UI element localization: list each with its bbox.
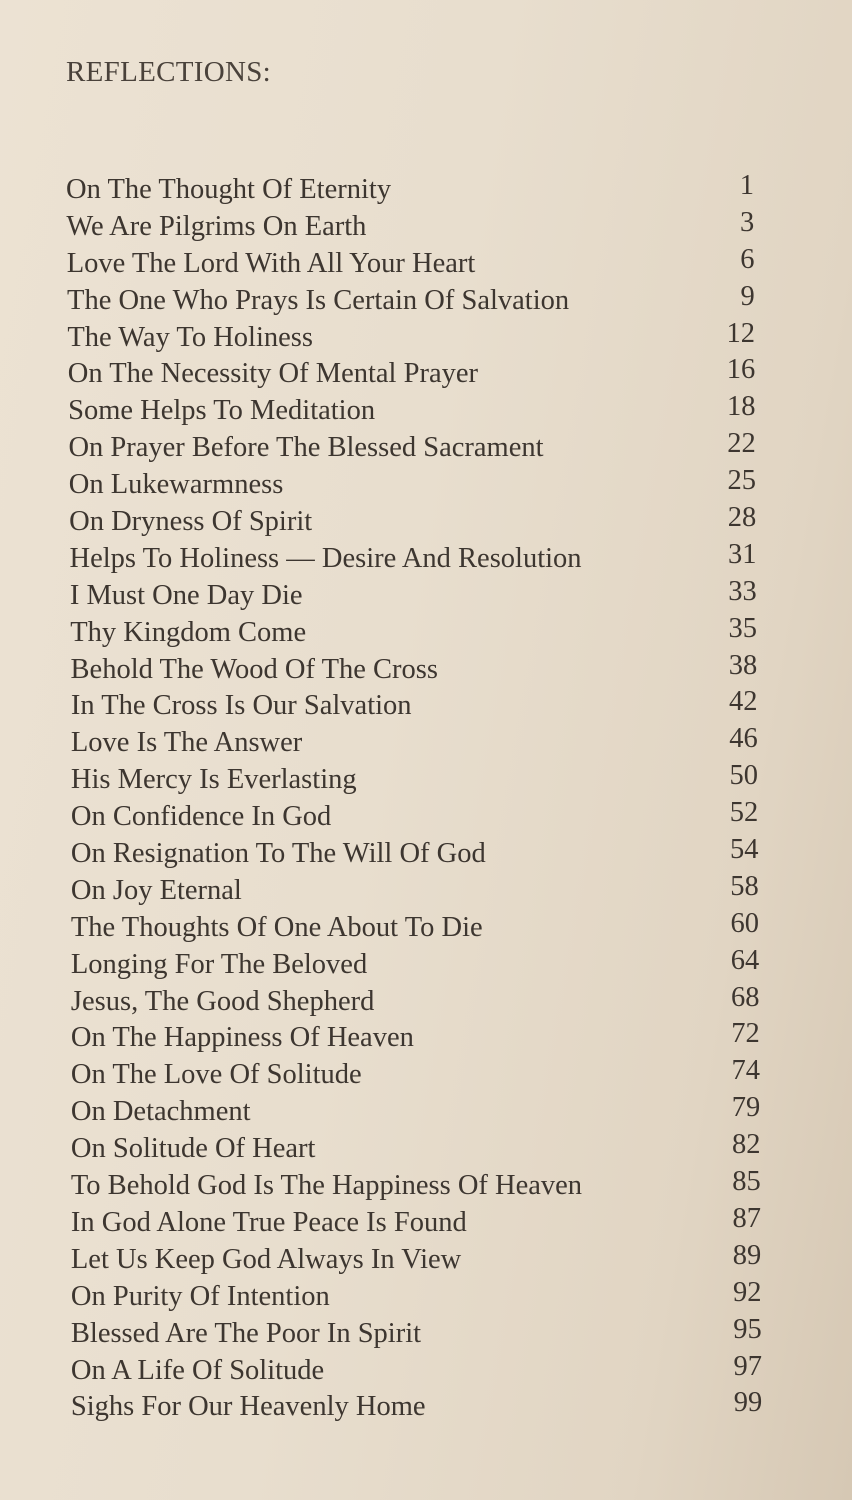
toc-entry-title: On The Necessity Of Mental Prayer — [67, 358, 478, 390]
toc-entry — [66, 430, 766, 467]
toc-entry-title: On Joy Eternal — [70, 874, 242, 906]
section-heading: REFLECTIONS: — [66, 56, 271, 88]
toc-entry — [66, 356, 766, 393]
toc-entry — [66, 944, 766, 984]
toc-entry-page-number: 31 — [728, 538, 757, 570]
toc-entry — [66, 688, 766, 725]
toc-entry — [66, 870, 766, 910]
toc-entry-title: Love Is The Answer — [70, 727, 303, 759]
toc-entry-page-number: 60 — [730, 907, 759, 939]
toc-entry-title: Longing For The Beloved — [70, 948, 368, 980]
toc-entry — [66, 836, 766, 873]
toc-entry — [66, 1131, 766, 1168]
toc-entry-page-number: 74 — [731, 1055, 760, 1087]
toc-entry-title: On Resignation To The Will Of God — [70, 838, 486, 870]
toc-entry — [66, 649, 766, 689]
toc-entry — [66, 1239, 766, 1279]
toc-entry-page-number: 38 — [728, 649, 758, 681]
toc-entry-title: On Solitude Of Heart — [70, 1133, 316, 1165]
toc-entry-title: Let Us Keep God Always In View — [70, 1243, 462, 1275]
toc-entry-title: On Purity Of Intention — [70, 1280, 330, 1312]
toc-entry-page-number: 9 — [740, 280, 755, 312]
toc-entry-title: To Behold God Is The Happiness Of Heaven — [70, 1170, 583, 1202]
toc-entry — [66, 1276, 766, 1316]
toc-entry-page-number: 52 — [729, 797, 759, 829]
toc-entry-page-number: 33 — [728, 575, 757, 607]
toc-entry-page-number: 64 — [730, 944, 760, 976]
toc-entry-title: Behold The Wood Of The Cross — [70, 653, 438, 685]
toc-entry — [66, 1057, 766, 1094]
toc-entry-title: Some Helps To Meditation — [68, 395, 376, 427]
toc-entry-page-number: 79 — [731, 1092, 761, 1124]
toc-entry-page-number: 12 — [726, 317, 755, 349]
toc-entry-page-number: 1 — [739, 170, 754, 201]
toc-entry-title: On Confidence In God — [70, 801, 332, 833]
toc-entry-title: On Detachment — [70, 1096, 251, 1128]
toc-entry-title: On Dryness Of Spirit — [69, 506, 313, 538]
toc-entry — [66, 280, 766, 320]
toc-entry-title: In God Alone True Peace Is Found — [70, 1206, 467, 1238]
toc-entry-title: On The Happiness Of Heaven — [70, 1022, 414, 1054]
toc-entry-title: Jesus, The Good Shepherd — [70, 985, 375, 1017]
toc-entry — [66, 907, 766, 947]
toc-entry-title: On The Thought Of Eternity — [66, 174, 392, 205]
toc-entry-title: His Mercy Is Everlasting — [70, 764, 357, 796]
toc-entry — [66, 1202, 766, 1242]
toc-entry-title: Sighs For Our Heavenly Home — [70, 1391, 426, 1423]
toc-entry-page-number: 87 — [732, 1202, 761, 1234]
toc-entry-title: On The Love Of Solitude — [70, 1059, 362, 1091]
table-of-contents — [66, 172, 766, 1426]
toc-entry — [66, 172, 766, 209]
toc-entry — [66, 504, 766, 541]
toc-entry-page-number: 6 — [740, 243, 755, 275]
toc-entry-title: Helps To Holiness — Desire And Resolution — [69, 542, 582, 574]
toc-entry-page-number: 99 — [733, 1387, 763, 1419]
toc-entry — [66, 538, 766, 578]
toc-entry — [66, 467, 766, 504]
toc-entry-title: Blessed Are The Poor In Spirit — [70, 1317, 422, 1349]
toc-entry-page-number: 54 — [730, 834, 759, 866]
toc-entry-page-number: 89 — [732, 1239, 762, 1271]
toc-entry-page-number: 16 — [726, 354, 756, 386]
toc-entry-page-number: 42 — [729, 686, 758, 718]
toc-entry — [66, 612, 766, 652]
toc-entry-title: In The Cross Is Our Salvation — [70, 690, 412, 722]
toc-entry-page-number: 25 — [727, 465, 756, 497]
toc-entry-page-number: 46 — [729, 723, 758, 755]
toc-entry-title: On Lukewarmness — [68, 469, 284, 501]
toc-entry — [66, 725, 766, 762]
toc-entry-title: The Thoughts Of One About To Die — [70, 911, 483, 943]
toc-entry-title: On A Life Of Solitude — [70, 1354, 325, 1386]
toc-entry — [66, 1168, 766, 1205]
toc-entry — [66, 206, 766, 246]
toc-entry-page-number: 82 — [732, 1129, 761, 1161]
toc-entry — [66, 243, 766, 283]
toc-entry-page-number: 72 — [731, 1018, 760, 1050]
toc-entry — [66, 981, 766, 1021]
toc-entry-page-number: 58 — [730, 870, 759, 902]
toc-entry — [66, 799, 766, 836]
toc-entry-page-number: 85 — [732, 1166, 761, 1198]
toc-entry-title: On Prayer Before The Blessed Sacrament — [68, 432, 544, 464]
toc-entry — [66, 1389, 766, 1426]
toc-entry-page-number: 68 — [731, 981, 760, 1013]
toc-entry-title: The One Who Prays Is Certain Of Salvation — [67, 284, 570, 316]
toc-entry-title: We Are Pilgrims On Earth — [66, 210, 367, 242]
toc-entry — [66, 1094, 766, 1131]
toc-entry-page-number: 28 — [727, 502, 757, 534]
toc-entry — [66, 393, 766, 430]
toc-entry-page-number: 92 — [733, 1276, 762, 1308]
toc-entry — [66, 575, 766, 615]
toc-entry — [66, 1313, 766, 1353]
toc-entry-page-number: 22 — [727, 428, 756, 460]
toc-entry — [66, 317, 766, 357]
toc-entry — [66, 1350, 766, 1390]
toc-entry-title: Love The Lord With All Your Heart — [66, 247, 476, 279]
toc-entry-page-number: 35 — [728, 612, 757, 644]
toc-entry-page-number: 18 — [727, 391, 756, 423]
toc-entry-page-number: 3 — [740, 206, 755, 238]
toc-entry-title: The Way To Holiness — [67, 321, 313, 353]
toc-entry-page-number: 50 — [729, 760, 758, 792]
toc-entry-title: I Must One Day Die — [69, 579, 303, 611]
toc-entry — [66, 1020, 766, 1057]
toc-entry-title: Thy Kingdom Come — [70, 616, 307, 648]
toc-entry-page-number: 97 — [733, 1350, 762, 1382]
toc-entry — [66, 762, 766, 799]
toc-entry-page-number: 95 — [733, 1313, 762, 1345]
